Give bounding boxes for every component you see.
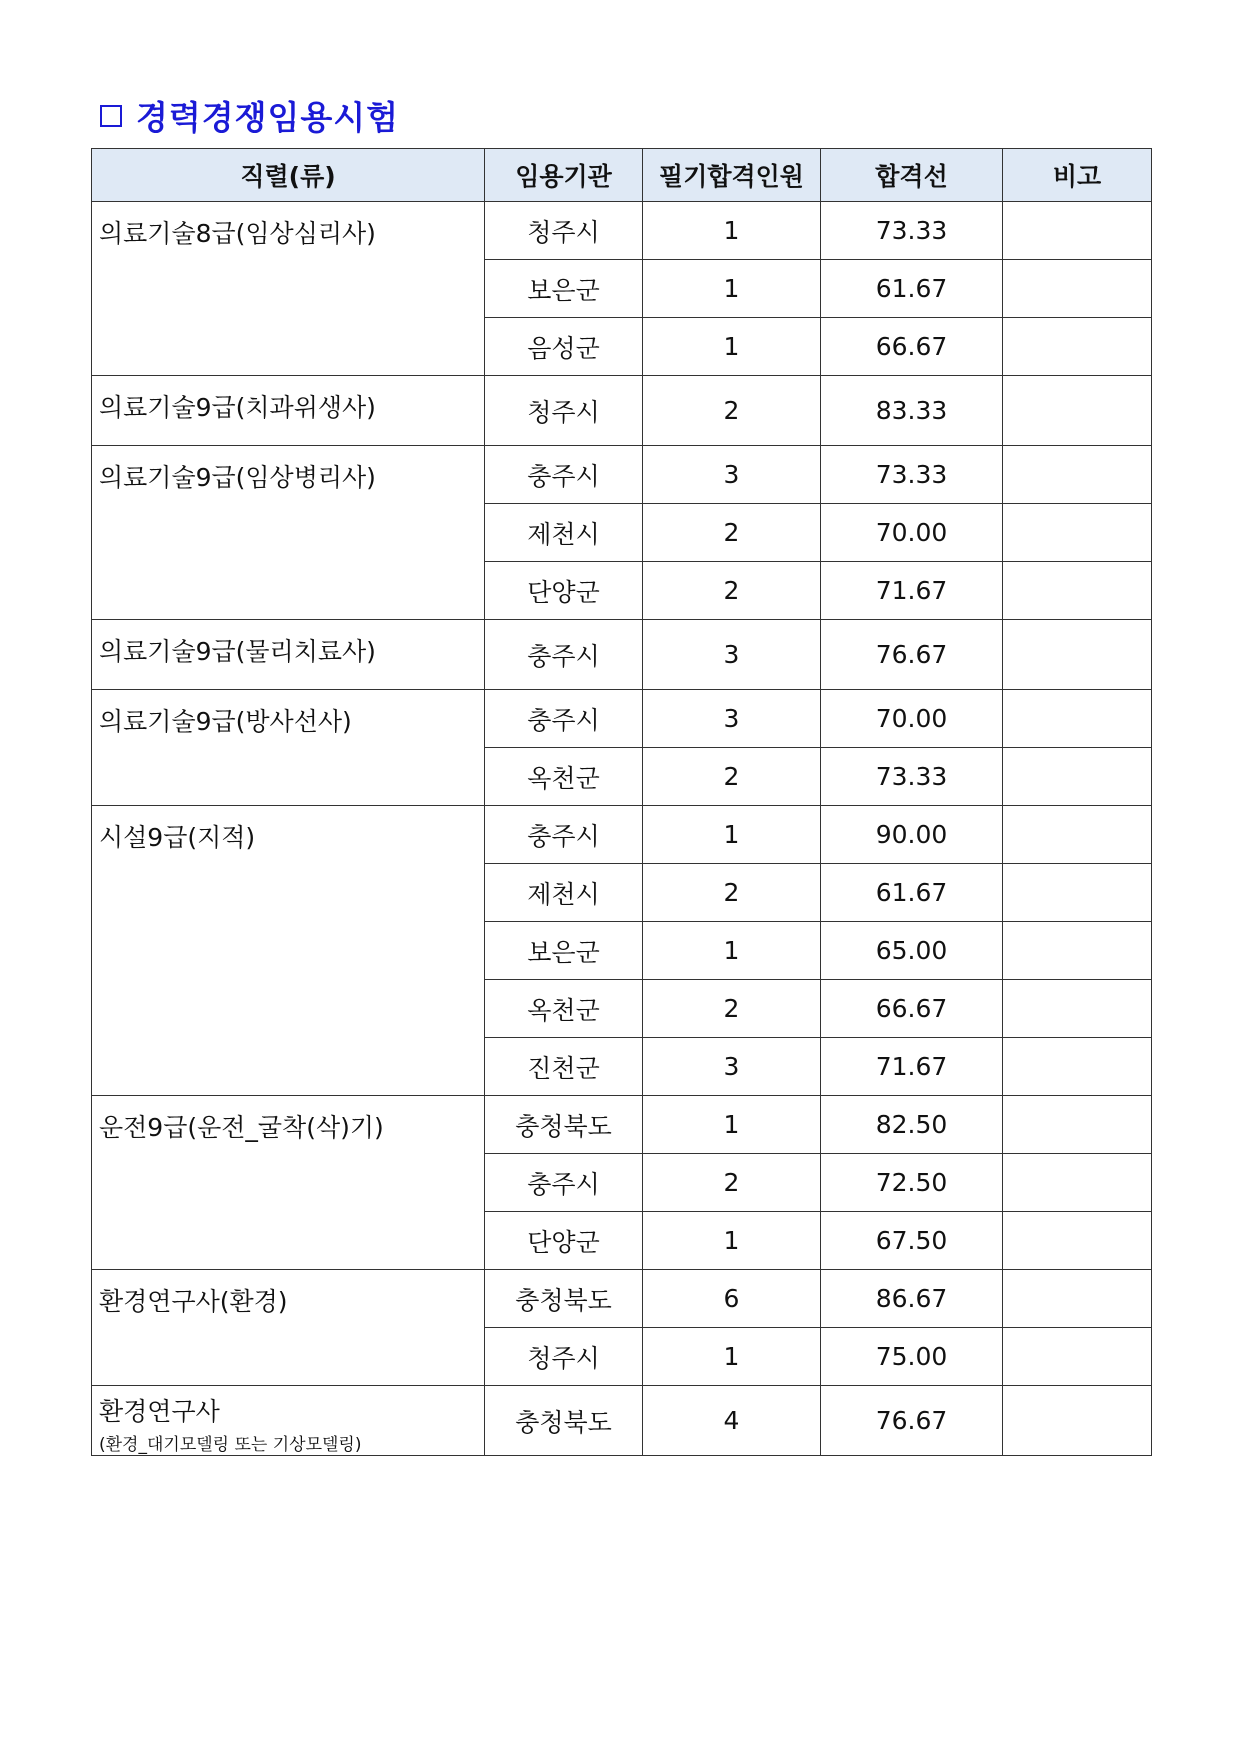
agency-cell: 충청북도 [485, 1270, 643, 1328]
agency-cell: 옥천군 [485, 748, 643, 806]
position-label: 환경연구사(환경) [99, 1287, 288, 1316]
col-header-note: 비고 [1003, 149, 1152, 202]
results-table [91, 148, 1152, 1456]
section-title: 경력경쟁임용시험 [136, 98, 400, 137]
position-cell [92, 1386, 485, 1456]
note-cell [1003, 1154, 1152, 1212]
agency-cell: 충청북도 [485, 1096, 643, 1154]
position-label: 운전9급(운전_굴착(삭)기) [99, 1113, 384, 1142]
cutoff-cell: 66.67 [821, 318, 1003, 376]
count-cell: 1 [643, 1328, 821, 1386]
position-label: 환경연구사 [99, 1397, 220, 1426]
count-cell: 1 [643, 260, 821, 318]
note-cell [1003, 446, 1152, 504]
col-header-agency: 임용기관 [485, 149, 643, 202]
position-cell [92, 690, 485, 806]
position-cell [92, 202, 485, 376]
note-cell [1003, 376, 1152, 446]
cutoff-cell: 61.67 [821, 864, 1003, 922]
count-cell: 1 [643, 1096, 821, 1154]
note-cell [1003, 260, 1152, 318]
cutoff-cell: 75.00 [821, 1328, 1003, 1386]
count-cell: 1 [643, 202, 821, 260]
table-row [92, 202, 1152, 260]
note-cell [1003, 318, 1152, 376]
note-cell [1003, 864, 1152, 922]
cutoff-cell: 73.33 [821, 748, 1003, 806]
cutoff-cell: 61.67 [821, 260, 1003, 318]
cutoff-cell: 71.67 [821, 562, 1003, 620]
note-cell [1003, 562, 1152, 620]
position-label: 시설9급(지적) [99, 823, 256, 852]
agency-cell: 보은군 [485, 922, 643, 980]
position-label: 의료기술8급(임상심리사) [99, 219, 376, 248]
position-label: 의료기술9급(임상병리사) [99, 463, 376, 492]
count-cell: 2 [643, 562, 821, 620]
count-cell: 2 [643, 1154, 821, 1212]
agency-cell: 충청북도 [485, 1386, 643, 1456]
cutoff-cell: 67.50 [821, 1212, 1003, 1270]
agency-cell: 충주시 [485, 1154, 643, 1212]
count-cell: 1 [643, 922, 821, 980]
agency-cell: 음성군 [485, 318, 643, 376]
position-label: 의료기술9급(물리치료사) [99, 637, 376, 666]
count-cell: 2 [643, 504, 821, 562]
agency-cell: 청주시 [485, 202, 643, 260]
agency-cell: 단양군 [485, 562, 643, 620]
count-cell: 2 [643, 748, 821, 806]
cutoff-cell: 82.50 [821, 1096, 1003, 1154]
agency-cell: 단양군 [485, 1212, 643, 1270]
position-cell [92, 620, 485, 690]
note-cell [1003, 690, 1152, 748]
count-cell: 1 [643, 1212, 821, 1270]
cutoff-cell: 76.67 [821, 1386, 1003, 1456]
count-cell: 1 [643, 318, 821, 376]
count-cell: 4 [643, 1386, 821, 1456]
cutoff-cell: 73.33 [821, 202, 1003, 260]
table-row [92, 446, 1152, 504]
agency-cell: 충주시 [485, 446, 643, 504]
table-row [92, 1386, 1152, 1456]
agency-cell: 제천시 [485, 864, 643, 922]
note-cell [1003, 620, 1152, 690]
cutoff-cell: 86.67 [821, 1270, 1003, 1328]
count-cell: 3 [643, 1038, 821, 1096]
cutoff-cell: 90.00 [821, 806, 1003, 864]
count-cell: 3 [643, 446, 821, 504]
note-cell [1003, 980, 1152, 1038]
note-cell [1003, 748, 1152, 806]
note-cell [1003, 1096, 1152, 1154]
table-row [92, 376, 1152, 446]
cutoff-cell: 73.33 [821, 446, 1003, 504]
agency-cell: 충주시 [485, 620, 643, 690]
col-header-cutoff: 합격선 [821, 149, 1003, 202]
position-cell [92, 806, 485, 1096]
cutoff-cell: 83.33 [821, 376, 1003, 446]
agency-cell: 청주시 [485, 1328, 643, 1386]
table-body [92, 202, 1152, 1456]
section-heading [100, 92, 399, 139]
table-row [92, 690, 1152, 748]
note-cell [1003, 1386, 1152, 1456]
count-cell: 1 [643, 806, 821, 864]
agency-cell: 진천군 [485, 1038, 643, 1096]
agency-cell: 옥천군 [485, 980, 643, 1038]
count-cell: 3 [643, 690, 821, 748]
position-cell [92, 1096, 485, 1270]
note-cell [1003, 1328, 1152, 1386]
position-label: 의료기술9급(방사선사) [99, 707, 352, 736]
note-cell [1003, 806, 1152, 864]
note-cell [1003, 202, 1152, 260]
note-cell [1003, 922, 1152, 980]
count-cell: 2 [643, 376, 821, 446]
agency-cell: 충주시 [485, 690, 643, 748]
position-cell [92, 1270, 485, 1386]
cutoff-cell: 66.67 [821, 980, 1003, 1038]
cutoff-cell: 72.50 [821, 1154, 1003, 1212]
agency-cell: 보은군 [485, 260, 643, 318]
cutoff-cell: 70.00 [821, 690, 1003, 748]
agency-cell: 제천시 [485, 504, 643, 562]
col-header-count: 필기합격인원 [643, 149, 821, 202]
position-label: 의료기술9급(치과위생사) [99, 393, 376, 422]
table-row [92, 806, 1152, 864]
count-cell: 6 [643, 1270, 821, 1328]
count-cell: 2 [643, 864, 821, 922]
agency-cell: 충주시 [485, 806, 643, 864]
note-cell [1003, 1270, 1152, 1328]
agency-cell: 청주시 [485, 376, 643, 446]
col-header-position: 직렬(류) [92, 149, 485, 202]
table-row [92, 1096, 1152, 1154]
count-cell: 2 [643, 980, 821, 1038]
note-cell [1003, 1212, 1152, 1270]
position-cell [92, 446, 485, 620]
checkbox-square-icon [100, 105, 122, 127]
note-cell [1003, 504, 1152, 562]
cutoff-cell: 71.67 [821, 1038, 1003, 1096]
table-row [92, 620, 1152, 690]
cutoff-cell: 76.67 [821, 620, 1003, 690]
count-cell: 3 [643, 620, 821, 690]
cutoff-cell: 70.00 [821, 504, 1003, 562]
cutoff-cell: 65.00 [821, 922, 1003, 980]
header-row [92, 149, 1152, 202]
note-cell [1003, 1038, 1152, 1096]
position-sublabel: (환경_대기모델링 또는 기상모델링) [99, 1435, 362, 1455]
table-row [92, 1270, 1152, 1328]
position-cell [92, 376, 485, 446]
